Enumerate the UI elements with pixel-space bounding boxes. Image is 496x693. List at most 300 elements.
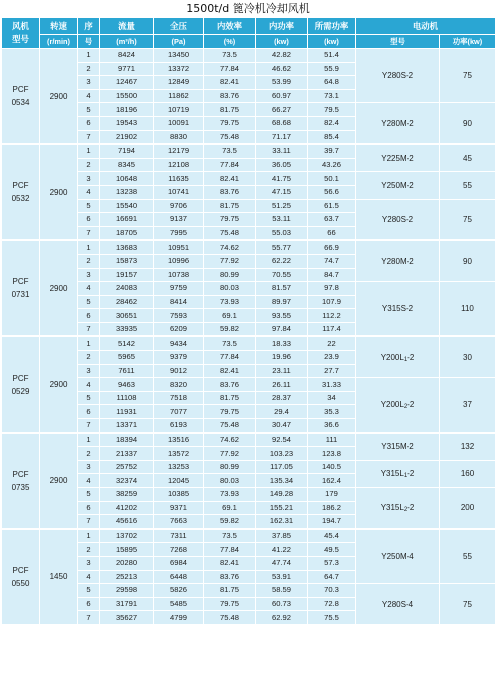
internal-power-cell: 71.17: [256, 130, 308, 144]
motor-power-cell: 55: [440, 172, 496, 199]
pressure-cell: 5485: [154, 597, 204, 611]
internal-eff-cell: 80.03: [204, 474, 256, 488]
seq-cell: 5: [78, 584, 100, 598]
flow-cell: 5142: [100, 336, 154, 350]
pressure-cell: 6984: [154, 556, 204, 570]
motor-model-text: Y315L: [380, 503, 404, 513]
motor-model-suffix: -2: [407, 352, 415, 362]
pressure-cell: 7663: [154, 515, 204, 529]
flow-cell: 10648: [100, 172, 154, 186]
required-power-cell: 22: [308, 336, 356, 350]
seq-cell: 7: [78, 322, 100, 336]
motor-model-text: Y280S-4: [381, 599, 414, 609]
speed-cell: 2900: [40, 336, 78, 432]
seq-cell: 4: [78, 378, 100, 392]
header-seq-2: 号: [78, 35, 100, 49]
flow-cell: 19543: [100, 116, 154, 130]
motor-model-suffix: -2: [407, 400, 415, 410]
required-power-cell: 162.4: [308, 474, 356, 488]
motor-model-suffix: -2: [407, 503, 415, 513]
header-flow-unit: (m³/h): [100, 35, 154, 49]
fan-model-prefix: PCF: [12, 565, 29, 575]
internal-power-cell: 155.21: [256, 501, 308, 515]
seq-cell: 2: [78, 351, 100, 365]
seq-cell: 3: [78, 364, 100, 378]
header-speed-unit: (r/min): [40, 35, 78, 49]
pressure-cell: 13572: [154, 447, 204, 461]
internal-eff-cell: 83.76: [204, 378, 256, 392]
motor-model-text: Y280S-2: [381, 214, 414, 224]
pressure-cell: 6193: [154, 419, 204, 433]
fan-model-cell: [2, 433, 40, 529]
internal-eff-cell: 77.84: [204, 158, 256, 172]
internal-power-cell: 62.92: [256, 611, 308, 625]
required-power-cell: 186.2: [308, 501, 356, 515]
header-required-power: 所需功率: [308, 18, 356, 35]
seq-cell: 4: [78, 89, 100, 103]
internal-power-cell: 18.33: [256, 336, 308, 350]
flow-cell: 15540: [100, 199, 154, 213]
required-power-cell: 51.4: [308, 49, 356, 63]
table-body: [2, 49, 496, 625]
motor-power-cell: 45: [440, 144, 496, 172]
seq-cell: 7: [78, 515, 100, 529]
fan-spec-table: [1, 17, 496, 625]
required-power-cell: 74.7: [308, 254, 356, 268]
seq-cell: 5: [78, 391, 100, 405]
required-power-cell: 45.4: [308, 529, 356, 543]
table-row: [2, 433, 496, 447]
flow-cell: 21337: [100, 447, 154, 461]
required-power-cell: 72.8: [308, 597, 356, 611]
flow-cell: 35627: [100, 611, 154, 625]
pressure-cell: 9379: [154, 351, 204, 365]
flow-cell: 8345: [100, 158, 154, 172]
internal-eff-cell: 69.1: [204, 309, 256, 323]
fan-model-prefix: PCF: [12, 85, 29, 95]
motor-model-subscript: 1: [403, 356, 408, 363]
internal-power-cell: 53.99: [256, 76, 308, 90]
motor-model-text: Y315L: [380, 469, 404, 479]
pressure-cell: 10091: [154, 116, 204, 130]
motor-power-cell: 90: [440, 240, 496, 281]
header-fan-label2: 型号: [12, 34, 29, 44]
internal-power-cell: 36.05: [256, 158, 308, 172]
internal-eff-cell: 80.03: [204, 282, 256, 296]
table-row: [2, 240, 496, 254]
required-power-cell: 61.5: [308, 199, 356, 213]
required-power-cell: 27.7: [308, 364, 356, 378]
required-power-cell: 117.4: [308, 322, 356, 336]
flow-cell: 18196: [100, 103, 154, 117]
fan-model-number: 0731: [11, 290, 30, 300]
header-pressure: 全压: [154, 18, 204, 35]
internal-eff-cell: 79.75: [204, 597, 256, 611]
pressure-cell: 13372: [154, 62, 204, 76]
motor-model-suffix: -2: [407, 469, 415, 479]
internal-power-cell: 60.97: [256, 89, 308, 103]
required-power-cell: 66: [308, 226, 356, 240]
internal-power-cell: 53.91: [256, 570, 308, 584]
seq-cell: 1: [78, 240, 100, 254]
required-power-cell: 23.9: [308, 351, 356, 365]
pressure-cell: 9012: [154, 364, 204, 378]
internal-power-cell: 42.82: [256, 49, 308, 63]
table-row: [2, 49, 496, 63]
internal-power-cell: 29.4: [256, 405, 308, 419]
table-row: [2, 144, 496, 158]
required-power-cell: 140.5: [308, 460, 356, 474]
pressure-cell: 9371: [154, 501, 204, 515]
motor-model-cell: [356, 460, 440, 487]
header-speed: 转速: [40, 18, 78, 35]
required-power-cell: 111: [308, 433, 356, 447]
flow-cell: 28462: [100, 295, 154, 309]
motor-model-text: Y250M-4: [381, 551, 414, 561]
pressure-cell: 10951: [154, 240, 204, 254]
flow-cell: 15895: [100, 543, 154, 557]
internal-power-cell: 19.96: [256, 351, 308, 365]
seq-cell: 5: [78, 199, 100, 213]
internal-power-cell: 162.31: [256, 515, 308, 529]
table-row: [2, 529, 496, 543]
flow-cell: 15873: [100, 254, 154, 268]
internal-eff-cell: 83.76: [204, 185, 256, 199]
internal-power-cell: 26.11: [256, 378, 308, 392]
internal-power-cell: 97.84: [256, 322, 308, 336]
motor-model-cell: [356, 103, 440, 144]
internal-power-cell: 53.11: [256, 213, 308, 227]
speed-cell: 2900: [40, 433, 78, 529]
seq-cell: 4: [78, 570, 100, 584]
pressure-cell: 10996: [154, 254, 204, 268]
fan-model-cell: [2, 240, 40, 336]
speed-cell: 2900: [40, 240, 78, 336]
motor-model-text: Y200L: [380, 400, 404, 410]
internal-power-cell: 66.27: [256, 103, 308, 117]
flow-cell: 8424: [100, 49, 154, 63]
required-power-cell: 84.7: [308, 268, 356, 282]
motor-model-text: Y225M-2: [381, 153, 414, 163]
fan-model-prefix: PCF: [12, 373, 29, 383]
seq-cell: 2: [78, 543, 100, 557]
header-internal-eff: 内效率: [204, 18, 256, 35]
motor-model-subscript: 2: [403, 404, 408, 411]
pressure-cell: 8414: [154, 295, 204, 309]
pressure-cell: 6209: [154, 322, 204, 336]
fan-model-number: 0534: [11, 98, 30, 108]
speed-cell: 2900: [40, 49, 78, 145]
internal-power-cell: 60.73: [256, 597, 308, 611]
header-required-power-unit: (kw): [308, 35, 356, 49]
required-power-cell: 123.8: [308, 447, 356, 461]
pressure-cell: 13253: [154, 460, 204, 474]
flow-cell: 45616: [100, 515, 154, 529]
pressure-cell: 9434: [154, 336, 204, 350]
page-title: 1500t/d 篦冷机冷却风机: [186, 2, 310, 15]
internal-eff-cell: 81.75: [204, 584, 256, 598]
internal-eff-cell: 59.82: [204, 515, 256, 529]
internal-eff-cell: 73.5: [204, 336, 256, 350]
internal-eff-cell: 82.41: [204, 76, 256, 90]
flow-cell: 25752: [100, 460, 154, 474]
motor-model-cell: [356, 378, 440, 433]
motor-power-cell: 132: [440, 433, 496, 461]
seq-cell: 1: [78, 433, 100, 447]
fan-model-cell: [2, 144, 40, 240]
internal-eff-cell: 81.75: [204, 199, 256, 213]
required-power-cell: 107.9: [308, 295, 356, 309]
internal-eff-cell: 75.48: [204, 226, 256, 240]
pressure-cell: 7995: [154, 226, 204, 240]
header-flow: 流量: [100, 18, 154, 35]
pressure-cell: 9706: [154, 199, 204, 213]
internal-eff-cell: 77.84: [204, 351, 256, 365]
seq-cell: 5: [78, 103, 100, 117]
flow-cell: 11931: [100, 405, 154, 419]
pressure-cell: 10719: [154, 103, 204, 117]
required-power-cell: 79.5: [308, 103, 356, 117]
motor-model-subscript: 1: [403, 473, 408, 480]
internal-eff-cell: 75.48: [204, 419, 256, 433]
internal-power-cell: 28.37: [256, 391, 308, 405]
header-motor: 电动机: [356, 18, 496, 35]
pressure-cell: 10385: [154, 488, 204, 502]
internal-eff-cell: 82.41: [204, 172, 256, 186]
motor-model-text: Y200L: [380, 352, 404, 362]
speed-cell: 1450: [40, 529, 78, 625]
pressure-cell: 11862: [154, 89, 204, 103]
pressure-cell: 6448: [154, 570, 204, 584]
internal-eff-cell: 59.82: [204, 322, 256, 336]
internal-power-cell: 41.75: [256, 172, 308, 186]
required-power-cell: 35.3: [308, 405, 356, 419]
table-row: [2, 336, 496, 350]
internal-eff-cell: 73.5: [204, 49, 256, 63]
flow-cell: 7194: [100, 144, 154, 158]
required-power-cell: 39.7: [308, 144, 356, 158]
flow-cell: 41202: [100, 501, 154, 515]
seq-cell: 6: [78, 405, 100, 419]
pressure-cell: 12849: [154, 76, 204, 90]
pressure-cell: 13450: [154, 49, 204, 63]
flow-cell: 9463: [100, 378, 154, 392]
seq-cell: 5: [78, 488, 100, 502]
internal-power-cell: 149.28: [256, 488, 308, 502]
fan-model-number: 0550: [11, 578, 30, 588]
motor-power-cell: 75: [440, 199, 496, 240]
pressure-cell: 7268: [154, 543, 204, 557]
internal-eff-cell: 77.92: [204, 254, 256, 268]
flow-cell: 31791: [100, 597, 154, 611]
seq-cell: 1: [78, 336, 100, 350]
internal-eff-cell: 81.75: [204, 103, 256, 117]
motor-model-cell: [356, 199, 440, 240]
internal-power-cell: 33.11: [256, 144, 308, 158]
flow-cell: 13238: [100, 185, 154, 199]
seq-cell: 4: [78, 185, 100, 199]
internal-eff-cell: 83.76: [204, 89, 256, 103]
required-power-cell: 66.9: [308, 240, 356, 254]
required-power-cell: 31.33: [308, 378, 356, 392]
internal-eff-cell: 80.99: [204, 268, 256, 282]
fan-model-cell: [2, 49, 40, 145]
header-pressure-unit: (Pa): [154, 35, 204, 49]
seq-cell: 7: [78, 419, 100, 433]
flow-cell: 29598: [100, 584, 154, 598]
seq-cell: 6: [78, 501, 100, 515]
flow-cell: 24083: [100, 282, 154, 296]
flow-cell: 12467: [100, 76, 154, 90]
flow-cell: 13683: [100, 240, 154, 254]
flow-cell: 13371: [100, 419, 154, 433]
seq-cell: 3: [78, 76, 100, 90]
flow-cell: 13702: [100, 529, 154, 543]
pressure-cell: 7311: [154, 529, 204, 543]
pressure-cell: 4799: [154, 611, 204, 625]
seq-cell: 4: [78, 282, 100, 296]
header-internal-power: 内功率: [256, 18, 308, 35]
required-power-cell: 112.2: [308, 309, 356, 323]
required-power-cell: 194.7: [308, 515, 356, 529]
seq-cell: 2: [78, 447, 100, 461]
flow-cell: 19157: [100, 268, 154, 282]
motor-power-cell: 75: [440, 584, 496, 625]
fan-model-number: 0532: [11, 194, 30, 204]
seq-cell: 7: [78, 226, 100, 240]
internal-power-cell: 47.74: [256, 556, 308, 570]
internal-power-cell: 89.97: [256, 295, 308, 309]
internal-eff-cell: 82.41: [204, 364, 256, 378]
seq-cell: 6: [78, 213, 100, 227]
internal-eff-cell: 77.92: [204, 447, 256, 461]
internal-eff-cell: 74.62: [204, 433, 256, 447]
motor-model-cell: [356, 144, 440, 172]
internal-power-cell: 81.57: [256, 282, 308, 296]
motor-model-text: Y315M-2: [381, 442, 414, 452]
internal-eff-cell: 79.75: [204, 405, 256, 419]
seq-cell: 3: [78, 460, 100, 474]
flow-cell: 18705: [100, 226, 154, 240]
pressure-cell: 9137: [154, 213, 204, 227]
fan-model-prefix: PCF: [12, 181, 29, 191]
seq-cell: 7: [78, 130, 100, 144]
header-seq: 序: [78, 18, 100, 35]
pressure-cell: 9759: [154, 282, 204, 296]
pressure-cell: 7593: [154, 309, 204, 323]
motor-model-cell: [356, 488, 440, 529]
required-power-cell: 82.4: [308, 116, 356, 130]
seq-cell: 3: [78, 556, 100, 570]
motor-model-text: Y315S-2: [381, 304, 414, 314]
header-motor-power: 功率(kw): [440, 35, 496, 49]
header-motor-model: 型号: [356, 35, 440, 49]
seq-cell: 1: [78, 529, 100, 543]
flow-cell: 30651: [100, 309, 154, 323]
internal-power-cell: 47.15: [256, 185, 308, 199]
required-power-cell: 34: [308, 391, 356, 405]
motor-power-cell: 200: [440, 488, 496, 529]
flow-cell: 5965: [100, 351, 154, 365]
pressure-cell: 5826: [154, 584, 204, 598]
pressure-cell: 8320: [154, 378, 204, 392]
pressure-cell: 10738: [154, 268, 204, 282]
internal-eff-cell: 77.84: [204, 543, 256, 557]
required-power-cell: 50.1: [308, 172, 356, 186]
motor-model-cell: [356, 49, 440, 103]
fan-model-number: 0735: [11, 482, 30, 492]
required-power-cell: 179: [308, 488, 356, 502]
internal-power-cell: 68.68: [256, 116, 308, 130]
motor-model-text: Y250M-2: [381, 180, 414, 190]
internal-eff-cell: 73.93: [204, 295, 256, 309]
required-power-cell: 64.7: [308, 570, 356, 584]
pressure-cell: 8830: [154, 130, 204, 144]
header-fan-model: [2, 18, 40, 49]
flow-cell: 33935: [100, 322, 154, 336]
fan-model-cell: [2, 529, 40, 625]
required-power-cell: 75.5: [308, 611, 356, 625]
required-power-cell: 64.8: [308, 76, 356, 90]
internal-power-cell: 41.22: [256, 543, 308, 557]
required-power-cell: 63.7: [308, 213, 356, 227]
internal-eff-cell: 82.41: [204, 556, 256, 570]
flow-cell: 21902: [100, 130, 154, 144]
internal-eff-cell: 77.84: [204, 62, 256, 76]
pressure-cell: 7077: [154, 405, 204, 419]
header-internal-eff-unit: (%): [204, 35, 256, 49]
required-power-cell: 56.6: [308, 185, 356, 199]
internal-power-cell: 103.23: [256, 447, 308, 461]
motor-model-cell: [356, 529, 440, 584]
internal-power-cell: 30.47: [256, 419, 308, 433]
motor-model-cell: [356, 240, 440, 281]
motor-model-cell: [356, 172, 440, 199]
internal-eff-cell: 73.5: [204, 144, 256, 158]
seq-cell: 3: [78, 268, 100, 282]
flow-cell: 38259: [100, 488, 154, 502]
internal-power-cell: 37.85: [256, 529, 308, 543]
seq-cell: 2: [78, 62, 100, 76]
seq-cell: 5: [78, 295, 100, 309]
seq-cell: 6: [78, 597, 100, 611]
required-power-cell: 49.5: [308, 543, 356, 557]
internal-eff-cell: 79.75: [204, 213, 256, 227]
seq-cell: 7: [78, 611, 100, 625]
pressure-cell: 12045: [154, 474, 204, 488]
seq-cell: 2: [78, 254, 100, 268]
fan-model-number: 0529: [11, 386, 30, 396]
internal-eff-cell: 73.5: [204, 529, 256, 543]
motor-power-cell: 30: [440, 336, 496, 377]
required-power-cell: 97.8: [308, 282, 356, 296]
required-power-cell: 85.4: [308, 130, 356, 144]
internal-power-cell: 93.55: [256, 309, 308, 323]
pressure-cell: 13516: [154, 433, 204, 447]
internal-eff-cell: 73.93: [204, 488, 256, 502]
fan-model-cell: [2, 336, 40, 432]
motor-model-cell: [356, 433, 440, 461]
seq-cell: 1: [78, 144, 100, 158]
internal-power-cell: 55.77: [256, 240, 308, 254]
flow-cell: 20280: [100, 556, 154, 570]
required-power-cell: 73.1: [308, 89, 356, 103]
internal-power-cell: 23.11: [256, 364, 308, 378]
pressure-cell: 10741: [154, 185, 204, 199]
motor-model-text: Y280M-2: [381, 256, 414, 266]
internal-power-cell: 46.62: [256, 62, 308, 76]
internal-power-cell: 62.22: [256, 254, 308, 268]
